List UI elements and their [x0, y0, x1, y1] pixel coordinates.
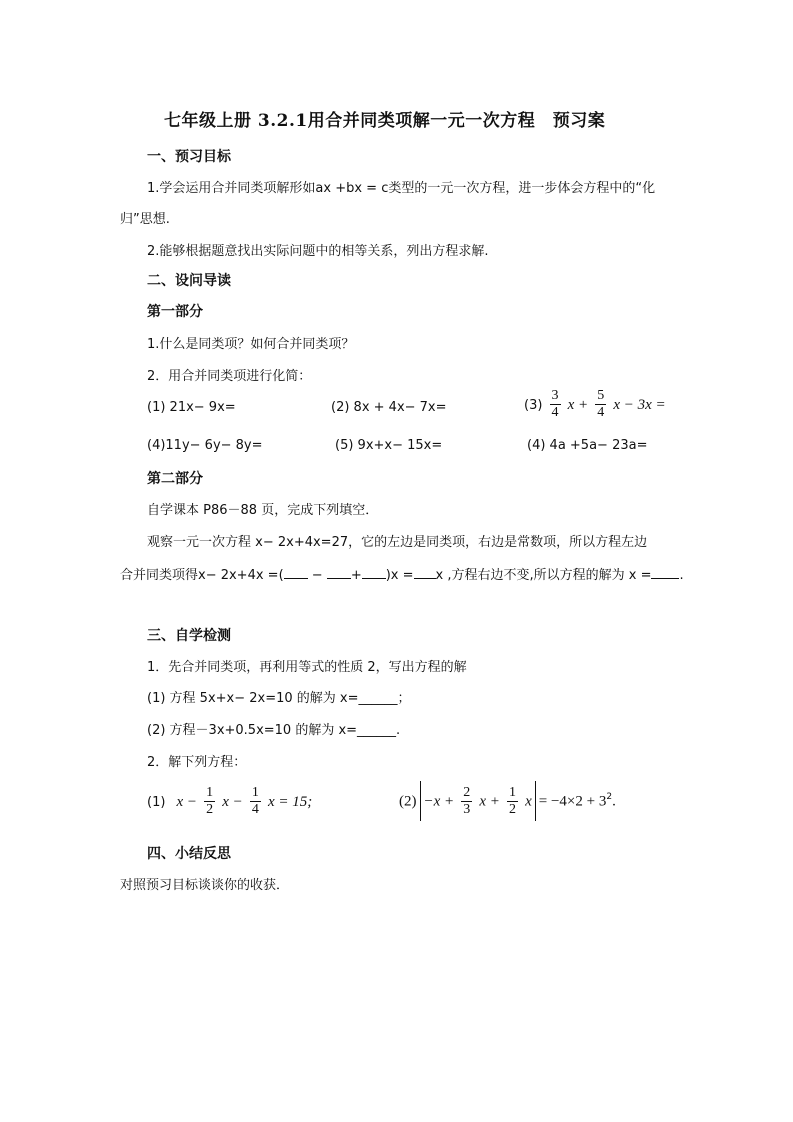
section-1-heading: 一、预习目标 [147, 149, 231, 165]
fill-blank-1[interactable] [284, 566, 308, 579]
obs-text-1: 合并同类项得x− 2x+4x =( [120, 568, 284, 583]
simplify-4: (4)11y− 6y− 8y= [147, 438, 263, 453]
equation-1-part-c: x = 15; [267, 794, 313, 810]
fill-blank-4[interactable] [414, 566, 436, 579]
exponent: 2 [606, 792, 613, 803]
fill-blank-5[interactable] [651, 566, 679, 579]
obs-text-5: x ,方程右边不变,所以方程的解为 x = [435, 568, 652, 583]
equation-2-part-c: x [525, 793, 532, 810]
fill-blank-2[interactable] [327, 566, 351, 579]
observation-line-b [120, 564, 684, 583]
goal-1-line-b: 归”思想. [120, 212, 170, 227]
obs-text-3: + [350, 568, 362, 583]
equation-2-part-d: = −4×2 + 3 [538, 793, 607, 810]
equation-2 [399, 781, 616, 821]
simplify-3 [524, 388, 666, 421]
obs-text-2: − [311, 568, 323, 583]
equation-1-part-b: x − [222, 794, 243, 810]
equation-2-label: (2) [399, 793, 417, 810]
question-2: 2．用合并同类项进行化简： [147, 369, 312, 384]
section-4-heading: 四、小结反思 [147, 846, 231, 862]
page-title: 七年级上册 3.2.1用合并同类项解一元一次方程 预习案 [164, 111, 606, 131]
fraction-2-3: $\frac{2}{3}$ [463, 784, 471, 817]
fraction-5-4: $\frac{5}{4}$ [597, 388, 605, 420]
fraction-1-4: $\frac{1}{4}$ [251, 785, 259, 817]
absolute-bar-right [535, 781, 536, 821]
equation-1 [147, 785, 312, 818]
check-question-2: 2．解下列方程： [147, 755, 247, 770]
fraction-3-4: $\frac{3}{4}$ [551, 388, 559, 420]
check-question-1b: (2) 方程－3x+0.5x=10 的解为 x=______. [147, 723, 401, 738]
goal-2: 2.能够根据题意找出实际问题中的相等关系，列出方程求解. [147, 244, 489, 259]
section-2-heading: 二、设问导读 [147, 273, 231, 289]
obs-text-6: . [679, 568, 684, 583]
observation-line-a: 观察一元一次方程 x− 2x+4x=27，它的左边是同类项，右边是常数项，所以方程左边 [147, 535, 648, 550]
fill-blank-3[interactable] [362, 566, 386, 579]
simplify-3-mid: x + [567, 397, 589, 413]
absolute-bar-left [420, 781, 421, 821]
equation-1-part-a: x − [176, 794, 198, 810]
simplify-2: (2) 8x + 4x− 7x= [331, 400, 447, 415]
fraction-1-2-b: $\frac{1}{2}$ [508, 784, 516, 817]
simplify-3-end: x − 3x = [613, 397, 666, 413]
fraction-1-2: $\frac{1}{2}$ [206, 785, 214, 817]
equation-1-label: (1) [147, 795, 166, 810]
reading-instruction: 自学课本 P86－88 页，完成下列填空． [147, 503, 379, 518]
simplify-6: (4) 4a +5a− 23a= [527, 438, 648, 453]
check-question-1: 1．先合并同类项，再利用等式的性质 2，写出方程的解 [147, 660, 467, 675]
part-2-heading: 第二部分 [147, 471, 203, 487]
part-1-heading: 第一部分 [147, 304, 203, 320]
equation-2-part-b: x + [479, 793, 500, 810]
obs-text-4: )x = [385, 568, 414, 583]
equation-2-part-e: . [612, 793, 616, 810]
simplify-1: (1) 21x− 9x= [147, 400, 236, 415]
equation-2-part-a: −x + [423, 793, 455, 810]
simplify-5: (5) 9x+x− 15x= [335, 438, 443, 453]
section-3-heading: 三、自学检测 [147, 628, 231, 644]
simplify-3-label: (3) [524, 398, 543, 413]
goal-1-line-a: 1.学会运用合并同类项解形如ax +bx = c类型的一元一次方程，进一步体会方程中的“化 [147, 181, 656, 196]
question-1: 1.什么是同类项？如何合并同类项？ [147, 337, 355, 352]
check-question-1a: (1) 方程 5x+x− 2x=10 的解为 x=______； [147, 691, 411, 706]
reflection-text: 对照预习目标谈谈你的收获． [120, 878, 290, 893]
